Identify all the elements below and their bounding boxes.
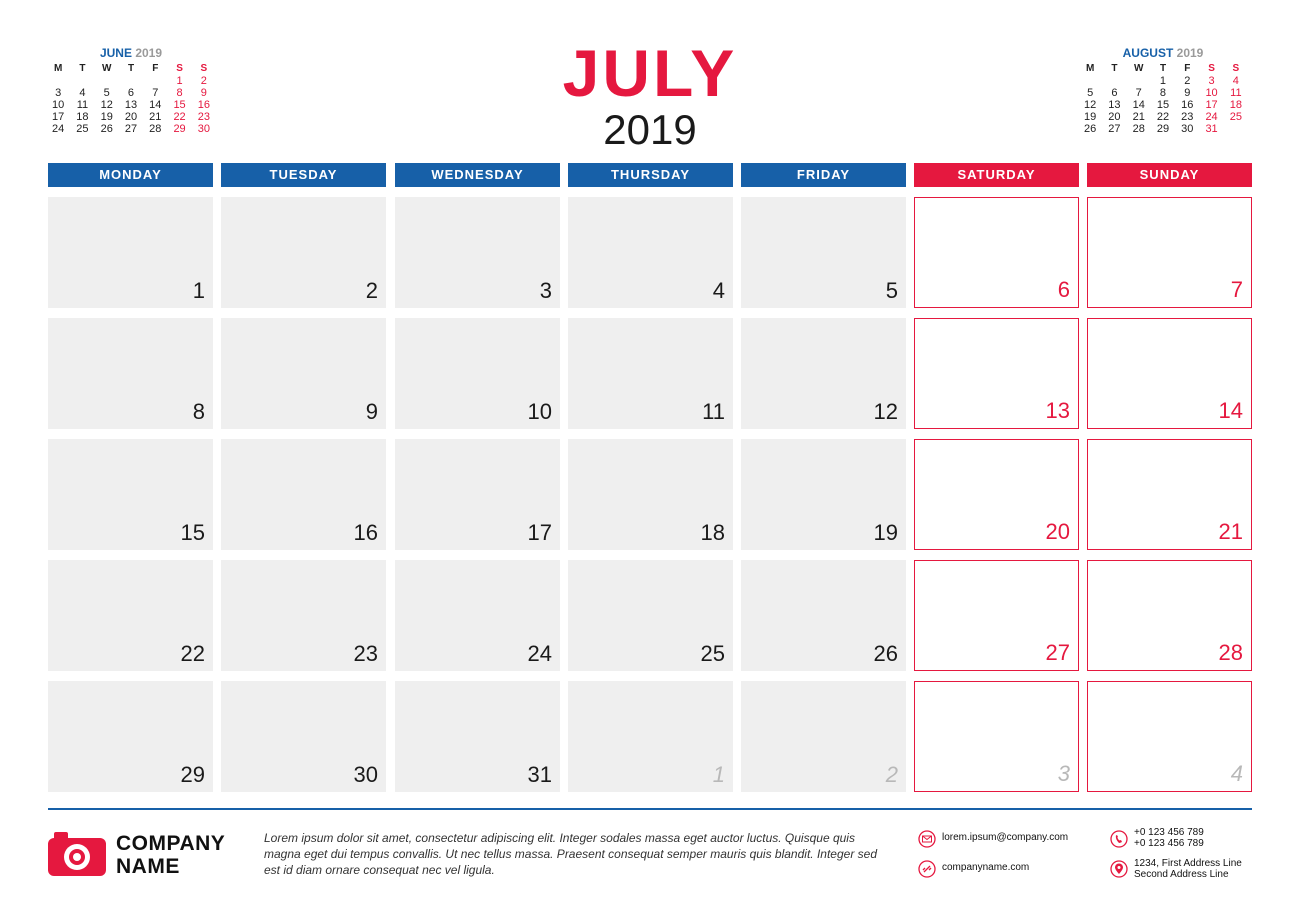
mini-day: 31 [1205,123,1218,135]
mini-day: 25 [1229,111,1242,123]
mini-weekday-label: T [1111,63,1118,74]
weekday-header-wednesday: WEDNESDAY [395,163,560,187]
mini-day: 1 [176,75,183,87]
day-cell[interactable] [741,681,906,792]
mini-day: 22 [1156,111,1170,123]
address [1134,858,1242,880]
mini-day: 4 [79,87,86,99]
weekday-header-saturday: SATURDAY [914,163,1079,187]
address-line-1: 1234, First Address Line [1134,858,1242,869]
mini-day: 19 [1084,111,1097,123]
year-title: 2019 [603,106,697,153]
mini-day: 7 [152,87,159,99]
mini-day: 19 [100,111,113,123]
address-line-2: Second Address Line [1134,869,1229,880]
mini-day: 12 [1084,99,1097,111]
day-number: 24 [527,641,552,666]
day-number: 31 [527,762,552,787]
day-cell[interactable] [568,318,733,429]
mini-day: 16 [197,99,210,111]
mini-day: 15 [173,99,186,111]
company-name-line2: NAME [116,855,180,878]
mini-year-label: 2019 [1176,46,1204,60]
day-number: 25 [700,641,725,666]
company-name-line1: COMPANY [116,832,226,855]
mini-weekday-label: W [1133,63,1144,74]
mini-day: 21 [1132,111,1145,123]
mini-weekday-label: S [200,63,208,74]
mini-weekday-label: M [53,63,63,74]
mini-weekday-label: S [176,63,183,74]
day-number: 23 [353,641,378,666]
day-number: 27 [1045,640,1070,665]
day-cell[interactable] [48,439,213,550]
day-cell[interactable] [221,560,386,671]
mini-day: 27 [1108,123,1121,135]
day-number: 17 [527,520,552,545]
day-cell[interactable] [741,318,906,429]
day-number: 4 [1230,761,1243,786]
mini-month-label: JUNE [99,46,132,60]
mini-weekday-label: T [1159,63,1167,74]
camera-logo-icon [48,832,106,876]
weekday-header-tuesday: TUESDAY [221,163,386,187]
day-number: 22 [180,641,205,666]
mini-day: 11 [76,99,89,111]
mini-weekday-label: T [79,63,86,74]
day-cell[interactable] [741,197,906,308]
mini-weekday-label: F [1184,63,1191,74]
day-cell[interactable] [221,439,386,550]
day-cell[interactable] [395,681,560,792]
mini-day: 26 [100,123,113,135]
mini-day: 3 [1208,75,1215,87]
mini-day: 9 [1184,87,1191,99]
day-number: 12 [873,399,898,424]
month-title: JULY [562,36,738,110]
day-number: 14 [1218,398,1243,423]
day-number: 15 [180,520,205,545]
mini-day: 25 [76,123,89,135]
mini-day: 8 [1159,87,1167,99]
mini-weekday-label: M [1085,63,1095,74]
phone-number-1: +0 123 456 789 [1134,827,1204,838]
phone-numbers [1134,827,1204,849]
mini-day: 6 [1111,87,1118,99]
mini-day: 18 [1229,99,1242,111]
mini-day: 10 [1205,87,1218,99]
mini-weekday-label: S [1208,63,1215,74]
mini-day: 26 [1084,123,1097,135]
mini-day: 3 [55,87,62,99]
mini-day: 2 [200,75,207,87]
day-cell[interactable] [1087,560,1252,671]
mini-day: 23 [1181,111,1194,123]
mini-day: 21 [149,111,162,123]
mini-day: 18 [76,111,89,123]
day-cell[interactable] [741,560,906,671]
mini-day: 20 [1108,111,1121,123]
phone-number-2: +0 123 456 789 [1134,838,1204,849]
mini-day: 11 [1230,87,1242,99]
mini-day: 30 [197,123,210,135]
day-cell[interactable] [914,318,1079,429]
day-number: 21 [1218,519,1243,544]
day-cell[interactable] [1087,197,1252,308]
mini-day: 24 [52,123,65,135]
mini-day: 1 [1159,75,1167,87]
mini-day: 30 [1181,123,1194,135]
mini-day: 2 [1184,75,1191,87]
phone-icon [1110,830,1128,848]
weekday-header-friday: FRIDAY [741,163,906,187]
mini-day: 16 [1181,99,1194,111]
mini-day: 15 [1156,99,1170,111]
day-number: 1 [712,762,725,787]
day-number: 20 [1045,519,1070,544]
email-text: lorem.ipsum@company.com [942,832,1069,843]
day-cell[interactable] [1087,439,1252,550]
day-number: 2 [365,278,378,303]
mini-day: 29 [1156,123,1170,135]
weekday-header-thursday: THURSDAY [568,163,733,187]
mini-day: 17 [52,111,65,123]
day-number: 9 [365,399,378,424]
mini-day: 5 [1087,87,1094,99]
location-pin-icon [1110,860,1128,878]
day-number: 16 [353,520,378,545]
mini-weekday-label: W [101,63,112,74]
mini-day: 17 [1205,99,1218,111]
mini-day: 10 [52,99,65,111]
day-cell[interactable] [48,560,213,671]
day-number: 1 [192,278,205,303]
day-cell[interactable] [221,197,386,308]
mini-year-label: 2019 [135,46,163,60]
weekday-header-monday: MONDAY [48,163,213,187]
mini-day: 29 [173,123,186,135]
day-cell[interactable] [914,439,1079,550]
mini-day: 6 [127,87,135,99]
mini-day: 20 [124,111,138,123]
day-number: 3 [539,278,552,303]
link-icon [918,860,936,878]
day-number: 13 [1045,398,1070,423]
day-number: 26 [873,641,898,666]
day-number: 3 [1057,761,1070,786]
day-cell[interactable] [48,318,213,429]
day-number: 30 [353,762,378,787]
day-cell[interactable] [221,318,386,429]
mini-day: 23 [197,111,210,123]
day-cell[interactable] [568,560,733,671]
day-number: 2 [885,762,898,787]
mini-month-label: AUGUST [1122,46,1174,60]
day-cell[interactable] [568,681,733,792]
day-cell[interactable] [221,681,386,792]
day-number: 18 [700,520,725,545]
day-number: 8 [192,399,205,424]
day-cell[interactable] [568,439,733,550]
day-number: 11 [702,399,725,424]
weekday-header-sunday: SUNDAY [1087,163,1252,187]
mini-day: 9 [200,87,207,99]
mini-day: 14 [149,99,162,111]
mini-day: 12 [100,99,113,111]
mini-day: 13 [124,99,138,111]
day-cell[interactable] [914,197,1079,308]
mini-day: 4 [1232,75,1239,87]
day-number: 7 [1230,277,1243,302]
mini-day: 7 [1135,87,1142,99]
mini-weekday-label: S [1232,63,1240,74]
day-cell[interactable] [741,439,906,550]
day-number: 5 [885,278,898,303]
day-cell[interactable] [395,560,560,671]
email-icon [918,830,936,848]
day-cell[interactable] [1087,318,1252,429]
mini-day: 14 [1132,99,1145,111]
day-number: 4 [712,278,725,303]
day-cell[interactable] [914,560,1079,671]
day-cell[interactable] [568,197,733,308]
mini-day: 24 [1205,111,1218,123]
mini-weekday-label: F [152,63,159,74]
day-cell[interactable] [48,681,213,792]
mini-day: 5 [103,87,110,99]
mini-day: 22 [173,111,186,123]
mini-day: 27 [124,123,138,135]
day-number: 19 [873,520,898,545]
mini-day: 28 [149,123,162,135]
footer-description: Lorem ipsum dolor sit amet, consectetur adipiscing elit. Integer sodales massa eget auctor luctus. Quisque quis magna eget dui tempus convallis. Ut nec tellus massa. Praesent consequat semper mauris quis blandit. Integer sed est id diam ornare consequat nec vel ligula. [264,831,877,877]
company-name [116,832,225,878]
day-cell[interactable] [914,681,1079,792]
day-cell[interactable] [395,439,560,550]
day-number: 10 [527,399,552,424]
website-text: companyname.com [942,862,1030,873]
day-number: 6 [1057,277,1070,302]
day-cell[interactable] [48,197,213,308]
day-number: 29 [180,762,205,787]
day-cell[interactable] [395,197,560,308]
mini-weekday-label: T [127,63,135,74]
day-cell[interactable] [395,318,560,429]
footer-divider [48,808,1252,810]
mini-day: 13 [1108,99,1121,111]
day-cell[interactable] [1087,681,1252,792]
day-number: 28 [1218,640,1243,665]
mini-day: 28 [1132,123,1145,135]
mini-day: 8 [176,87,183,99]
